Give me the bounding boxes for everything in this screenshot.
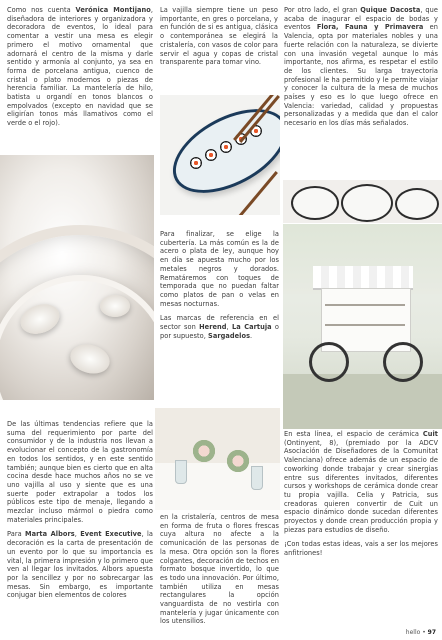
cart-wheel <box>383 342 423 382</box>
text: Por otro lado, el gran <box>284 6 361 14</box>
cart-awning <box>313 266 413 290</box>
serving-cart-photo <box>283 224 442 429</box>
plate <box>341 184 393 222</box>
paragraph: en la cristalería, centros de mesa en forma de fruta o flores frescas cuya altura no afecte a la comunicación de las personas de la mesa. Otra opción son la flores colgantes, decoración de techos en formato bosque invertido, lo que es todo una innovación. Por último, también utiliza en mesas rectangulares la opción vanguardista de no vestirla con mantelería y jugar únicamente con los utensilios. <box>160 513 279 626</box>
relief-flower <box>100 295 130 317</box>
sushi-roll <box>205 149 217 161</box>
sushi-roll <box>220 141 232 153</box>
article-column-1-bottom <box>7 420 153 606</box>
brand-name: Sargadelos <box>208 331 251 340</box>
plate <box>291 186 339 220</box>
paragraph: La vajilla siempre tiene un peso importante, en gres o porcelana, y en función de si es antigua, clásica o contemporánea se elegirá la cristalería, con vasos de color para servir el agua y copas de cristal transparente para tomar vino. <box>160 6 278 67</box>
studio-name: Cuit <box>422 430 438 438</box>
article-column-2-top <box>160 6 278 73</box>
venue-name: Flora, Fauna y Primavera <box>316 23 424 32</box>
company-name: Event Executive <box>80 530 142 539</box>
cart-shelf <box>325 324 405 326</box>
text: Para <box>7 530 25 539</box>
paragraph <box>284 6 438 128</box>
text: , <box>226 323 232 332</box>
folio-separator: • <box>420 629 428 636</box>
flower-centerpiece <box>225 448 251 474</box>
article-column-3-bottom <box>284 430 438 564</box>
cart-wheel <box>309 342 349 382</box>
page-number: 97 <box>427 629 436 636</box>
paragraph: De las últimas tendencias refiere que la suma del requerimiento por parte del consumidor y de la industria nos llevan a evolucionar el concepto de la gastronomía en todos los sentidos, y en este sentido también; aunque bien es cierto que en alta cocina desde hace muchos años no se ve uno vajilla al uso y siente que es una suerte poder extrapolar a todos los públicos este tipo de menaje, llegando a mezclar incluso mármol o piedra como materiales principales. <box>7 420 153 524</box>
text: , diseñadora de interiores y organizadora y decoradora de eventos, lo ideal para comentar a vestir una mesa es elegir primero el motivo ornamental que adornará el centro de la misma y darle sentido y armonía al conjunto, ya sea en forma de porcelana antigua, cuenco de cristal o plato modernos o piezas de herencia familiar. La mantelería de hilo, batista u organdí en tonos blancos o empolvados (excepto en navidad que se eligirían tonos más llamativos como el verde o el rojo). <box>7 6 153 128</box>
text: Las marcas de referencia en el sector son <box>160 314 279 332</box>
person-name: Quique Dacosta <box>360 6 421 14</box>
text: (Ontinyent, 8), (premiado por la ADCV Asociación de Diseñadores de la Comunitat Valenciana) ofrece además de un espacio de coworking donde trabajar y crear sinergias entre sus diferentes invitados, diferentes cursos y workshops de cerámica donde crear tu propia vajilla. Celia y Patricia, sus creadoras quieren convertir de Cuit un espacio dinámico donde sucedan diferentes proyectos y donde crean producción propia y piezas para estudios de diseño. <box>284 438 438 534</box>
paragraph <box>7 6 153 128</box>
table-setting-photo <box>155 408 280 510</box>
glass <box>175 460 187 484</box>
sushi-plate-photo <box>160 95 280 215</box>
ground <box>283 374 442 429</box>
text: , <box>74 530 81 539</box>
brand-name: Herend <box>199 323 227 332</box>
text: En esta línea, el espacio de cerámica <box>284 430 423 438</box>
porcelain-plate-photo <box>0 155 154 400</box>
person-name: Verónica Montijano <box>75 6 151 14</box>
article-column-2-bottom <box>160 513 279 632</box>
paragraph <box>160 314 279 340</box>
paragraph: Para finalizar, se elige la cubertería. La más común es la de acero o plata de ley, aunque hoy en día se apuesta mucho por los metales negros y dorados. Rematáremos con toques de temporada que no puedan faltar como platos de pan o velas en mesas nocturnas. <box>160 230 279 308</box>
cart-shelf <box>325 304 405 306</box>
page-folio <box>406 629 436 636</box>
article-column-3-top <box>284 6 438 134</box>
dinnerware-photo <box>283 180 442 223</box>
text: . <box>250 331 253 340</box>
paragraph <box>284 430 438 534</box>
flower-centerpiece <box>191 438 217 464</box>
text: en Valencia, opta por materiales nobles y una fuerte relación con la naturaleza, se divierte con una invasión vegetal aunque lo más importante, nos afirma, es respetar el estilo de los clientes. Su larga trayectoria profesional le ha permitido y le permite viajar y conocer la cultura de la mesa de muchos países y eso es lo que luego ofrece en Valencia: variedad, calidad y propuestas personalizadas y a medida que dan el calor necesario en los días más señalados. <box>284 23 438 128</box>
brand-name: La Cartuja <box>231 323 272 332</box>
plate <box>395 188 439 220</box>
text: , la decoración es la carta de presentación de un evento por lo que su importancia es vital, la primera impresión y lo primero que ven al llegar los invitados. Albors apuesta por la sencillez y por no sobrecargar las mesas. Sin embargo, es importante conjugar bien elementos de colores <box>7 530 153 600</box>
text: Como nos cuenta <box>7 6 76 14</box>
article-column-2-middle <box>160 230 279 346</box>
paragraph <box>7 530 153 600</box>
text: , que acaba de inagurar el espacio de bodas y eventos <box>284 6 438 32</box>
paragraph: ¡Con todas estas ideas, vais a ser los mejores anfitriones! <box>284 540 438 558</box>
magazine-name: hello <box>405 629 421 636</box>
text: o por supuesto, <box>160 323 279 340</box>
sushi-roll <box>190 157 202 169</box>
glass <box>251 466 263 490</box>
article-column-1-top <box>7 6 153 134</box>
person-name: Marta Albors <box>25 530 75 539</box>
